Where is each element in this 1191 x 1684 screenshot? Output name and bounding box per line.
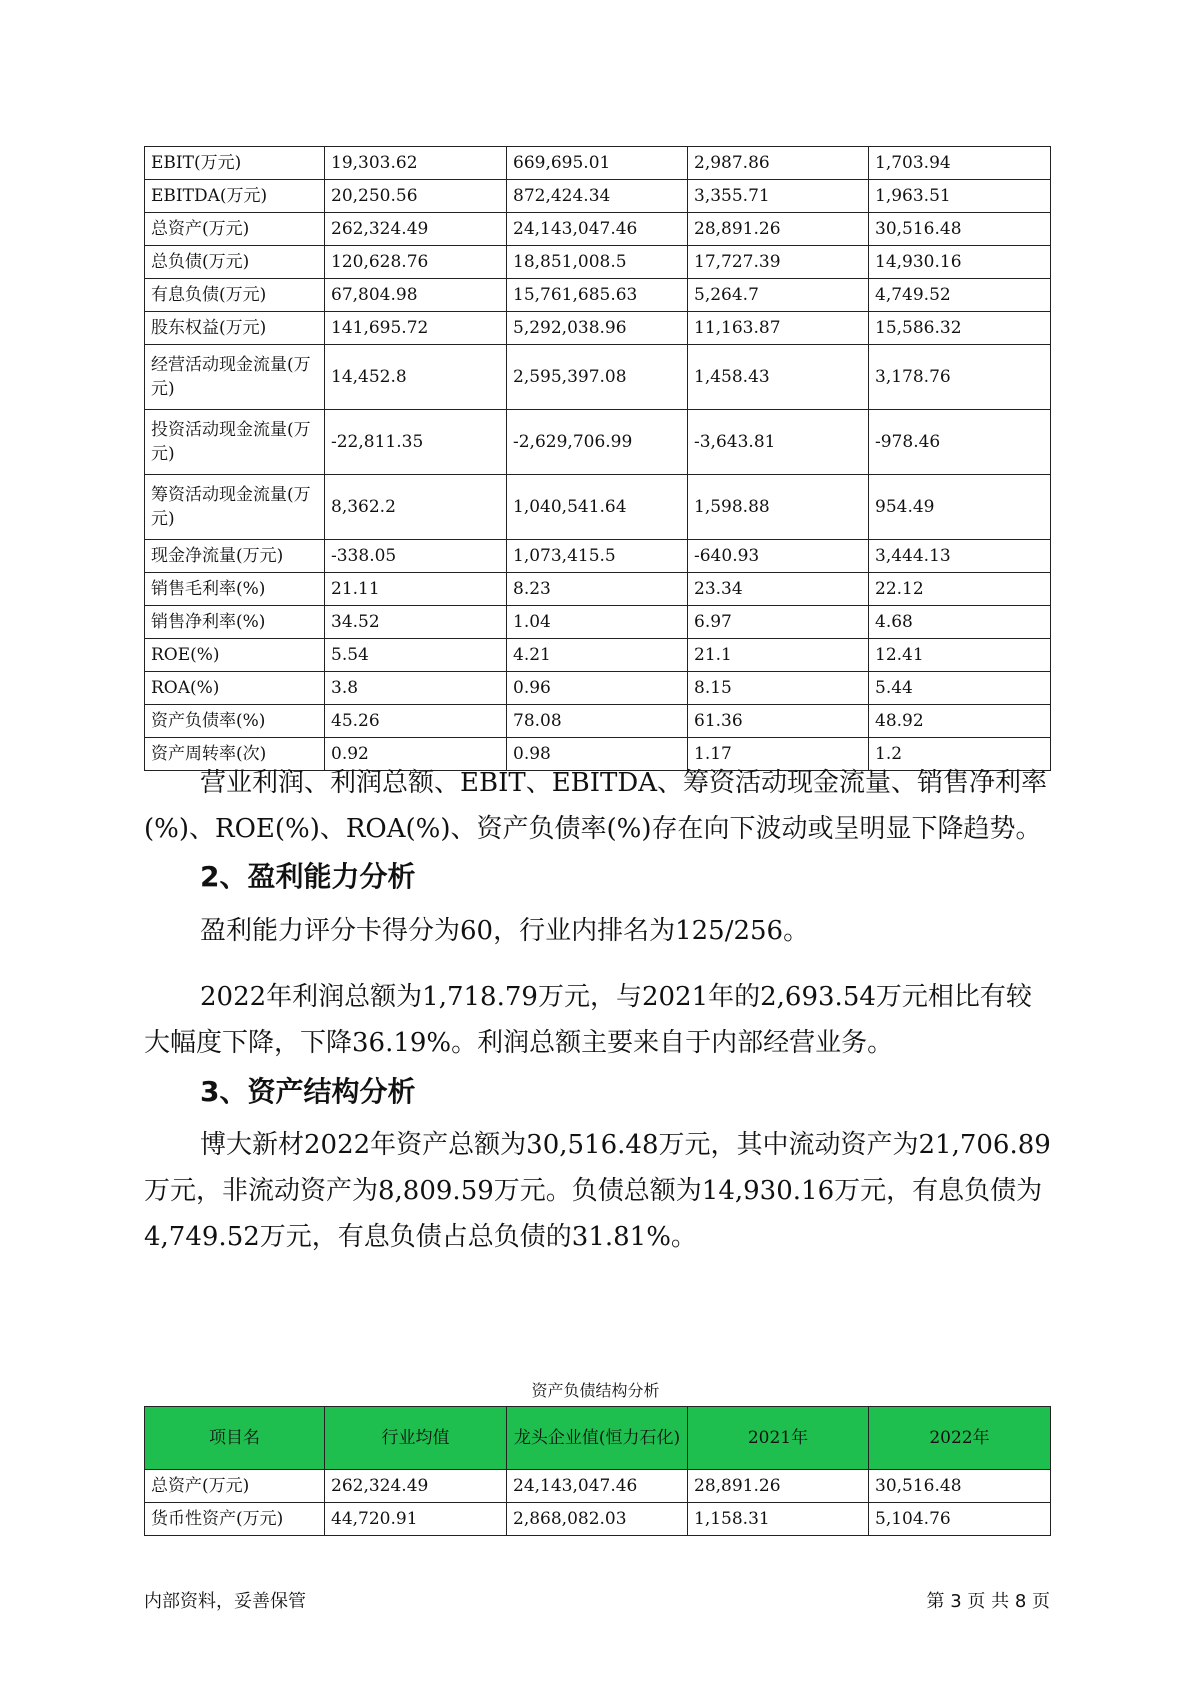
table-cell: 4.21 bbox=[507, 639, 688, 672]
table-cell: 262,324.49 bbox=[325, 1470, 507, 1503]
table-cell: 1,458.43 bbox=[688, 345, 869, 410]
table-cell: 14,452.8 bbox=[325, 345, 507, 410]
table-cell: 5.54 bbox=[325, 639, 507, 672]
table-cell: 1,703.94 bbox=[869, 147, 1051, 180]
row-label: 资产负债率(%) bbox=[145, 705, 325, 738]
row-label: 资产周转率(次) bbox=[145, 738, 325, 771]
financial-indicator-table bbox=[144, 146, 1051, 771]
table-row bbox=[145, 573, 1051, 606]
row-label: EBIT(万元) bbox=[145, 147, 325, 180]
table-cell: 120,628.76 bbox=[325, 246, 507, 279]
table-cell: 15,761,685.63 bbox=[507, 279, 688, 312]
table-cell: 3,355.71 bbox=[688, 180, 869, 213]
table-cell: 1,073,415.5 bbox=[507, 540, 688, 573]
table-row bbox=[145, 705, 1051, 738]
table-cell: 30,516.48 bbox=[869, 1470, 1051, 1503]
table-cell: 3,178.76 bbox=[869, 345, 1051, 410]
table-cell: 1,598.88 bbox=[688, 475, 869, 540]
row-label: 股东权益(万元) bbox=[145, 312, 325, 345]
table-cell: 61.36 bbox=[688, 705, 869, 738]
table-cell: 17,727.39 bbox=[688, 246, 869, 279]
table-cell: 15,586.32 bbox=[869, 312, 1051, 345]
table-row bbox=[145, 639, 1051, 672]
row-label: EBITDA(万元) bbox=[145, 180, 325, 213]
table-cell: 28,891.26 bbox=[688, 1470, 869, 1503]
table-cell: 5.44 bbox=[869, 672, 1051, 705]
column-header: 龙头企业值(恒力石化) bbox=[507, 1407, 688, 1470]
table-cell: 1,158.31 bbox=[688, 1503, 869, 1536]
row-label: 总负债(万元) bbox=[145, 246, 325, 279]
table-cell: 24,143,047.46 bbox=[507, 213, 688, 246]
table-cell: 141,695.72 bbox=[325, 312, 507, 345]
balance-structure-table bbox=[144, 1406, 1051, 1536]
table-cell: 12.41 bbox=[869, 639, 1051, 672]
table-cell: 14,930.16 bbox=[869, 246, 1051, 279]
table-cell: 19,303.62 bbox=[325, 147, 507, 180]
row-label: 筹资活动现金流量(万元) bbox=[145, 475, 325, 540]
table-cell: 4,749.52 bbox=[869, 279, 1051, 312]
table-cell: 34.52 bbox=[325, 606, 507, 639]
row-label: 有息负债(万元) bbox=[145, 279, 325, 312]
table-row bbox=[145, 312, 1051, 345]
table-cell: 6.97 bbox=[688, 606, 869, 639]
row-label: 货币性资产(万元) bbox=[145, 1503, 325, 1536]
table-cell: 1.04 bbox=[507, 606, 688, 639]
table-cell: 20,250.56 bbox=[325, 180, 507, 213]
table-cell: 262,324.49 bbox=[325, 213, 507, 246]
table-cell: 21.1 bbox=[688, 639, 869, 672]
table-cell: 0.98 bbox=[507, 738, 688, 771]
table-cell: 2,987.86 bbox=[688, 147, 869, 180]
table-row bbox=[145, 246, 1051, 279]
table-cell: 11,163.87 bbox=[688, 312, 869, 345]
row-label: 销售净利率(%) bbox=[145, 606, 325, 639]
table-cell: -640.93 bbox=[688, 540, 869, 573]
column-header: 行业均值 bbox=[325, 1407, 507, 1470]
table-cell: 1,040,541.64 bbox=[507, 475, 688, 540]
table-cell: 8.23 bbox=[507, 573, 688, 606]
row-label: 现金净流量(万元) bbox=[145, 540, 325, 573]
table-cell: 22.12 bbox=[869, 573, 1051, 606]
table-cell: 24,143,047.46 bbox=[507, 1470, 688, 1503]
table-cell: 5,292,038.96 bbox=[507, 312, 688, 345]
table-cell: 0.92 bbox=[325, 738, 507, 771]
table-cell: 23.34 bbox=[688, 573, 869, 606]
column-header: 2022年 bbox=[869, 1407, 1051, 1470]
table-cell: 5,104.76 bbox=[869, 1503, 1051, 1536]
table-cell: 21.11 bbox=[325, 573, 507, 606]
trend-paragraph: 营业利润、利润总额、EBIT、EBITDA、筹资活动现金流量、销售净利率(%)、ROE(%)、ROA(%)、资产负债率(%)存在向下波动或呈明显下降趋势。 bbox=[144, 768, 1048, 844]
column-header: 2021年 bbox=[688, 1407, 869, 1470]
table-cell: 48.92 bbox=[869, 705, 1051, 738]
row-label: 投资活动现金流量(万元) bbox=[145, 410, 325, 475]
table-row bbox=[145, 475, 1051, 540]
section-heading-asset-structure: 3、资产结构分析 bbox=[200, 1075, 416, 1108]
table-row bbox=[145, 213, 1051, 246]
row-label: 经营活动现金流量(万元) bbox=[145, 345, 325, 410]
table-cell: 2,868,082.03 bbox=[507, 1503, 688, 1536]
table-cell: 3.8 bbox=[325, 672, 507, 705]
table-cell: -978.46 bbox=[869, 410, 1051, 475]
table-row bbox=[145, 540, 1051, 573]
table-cell: 28,891.26 bbox=[688, 213, 869, 246]
row-label: ROA(%) bbox=[145, 672, 325, 705]
table-cell: 45.26 bbox=[325, 705, 507, 738]
row-label: ROE(%) bbox=[145, 639, 325, 672]
table-cell: 5,264.7 bbox=[688, 279, 869, 312]
table-cell: 4.68 bbox=[869, 606, 1051, 639]
table-cell: 954.49 bbox=[869, 475, 1051, 540]
footer-confidential: 内部资料，妥善保管 bbox=[144, 1591, 306, 1612]
row-label: 销售毛利率(%) bbox=[145, 573, 325, 606]
table-cell: 3,444.13 bbox=[869, 540, 1051, 573]
table-row bbox=[145, 410, 1051, 475]
row-label: 总资产(万元) bbox=[145, 1470, 325, 1503]
table-cell: 1.2 bbox=[869, 738, 1051, 771]
table-cell: -2,629,706.99 bbox=[507, 410, 688, 475]
table-row bbox=[145, 147, 1051, 180]
profitability-score-paragraph: 盈利能力评分卡得分为60，行业内排名为125/256。 bbox=[200, 916, 810, 946]
table-cell: 669,695.01 bbox=[507, 147, 688, 180]
table-row bbox=[145, 1503, 1051, 1536]
table-header-row bbox=[145, 1407, 1051, 1470]
table-cell: 44,720.91 bbox=[325, 1503, 507, 1536]
table-row bbox=[145, 672, 1051, 705]
table-cell: 8.15 bbox=[688, 672, 869, 705]
table-cell: -3,643.81 bbox=[688, 410, 869, 475]
footer-page-number: 第 3 页 共 8 页 bbox=[926, 1591, 1050, 1612]
table-row bbox=[145, 345, 1051, 410]
table-cell: 2,595,397.08 bbox=[507, 345, 688, 410]
profit-total-paragraph: 2022年利润总额为1,718.79万元，与2021年的2,693.54万元相比有较大幅度下降，下降36.19%。利润总额主要来自于内部经营业务。 bbox=[144, 982, 1032, 1058]
balance-table-caption: 资产负债结构分析 bbox=[531, 1381, 660, 1400]
table-cell: 8,362.2 bbox=[325, 475, 507, 540]
table-cell: 872,424.34 bbox=[507, 180, 688, 213]
table-cell: 1,963.51 bbox=[869, 180, 1051, 213]
table-row bbox=[145, 606, 1051, 639]
section-heading-profitability: 2、盈利能力分析 bbox=[200, 860, 416, 893]
table-cell: 1.17 bbox=[688, 738, 869, 771]
row-label: 总资产(万元) bbox=[145, 213, 325, 246]
table-cell: 18,851,008.5 bbox=[507, 246, 688, 279]
table-cell: 78.08 bbox=[507, 705, 688, 738]
table-cell: -22,811.35 bbox=[325, 410, 507, 475]
table-cell: 67,804.98 bbox=[325, 279, 507, 312]
table-cell: 30,516.48 bbox=[869, 213, 1051, 246]
asset-structure-paragraph: 博大新材2022年资产总额为30,516.48万元，其中流动资产为21,706.89万元，非流动资产为8,809.59万元。负债总额为14,930.16万元，有息负债为4,749.52万元，有息负债占总负债的31.81%。 bbox=[144, 1130, 1051, 1252]
table-cell: 0.96 bbox=[507, 672, 688, 705]
table-row bbox=[145, 279, 1051, 312]
table-row bbox=[145, 180, 1051, 213]
column-header: 项目名 bbox=[145, 1407, 325, 1470]
table-cell: -338.05 bbox=[325, 540, 507, 573]
table-row bbox=[145, 1470, 1051, 1503]
